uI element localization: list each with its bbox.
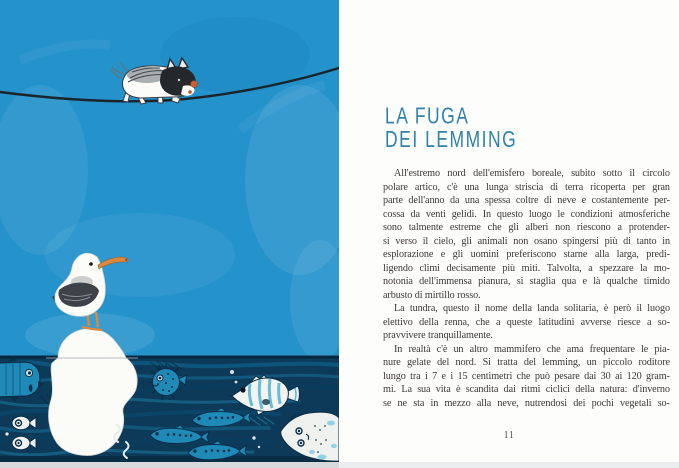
bubble	[5, 432, 8, 435]
text-line: notonia dell'immensa pianura, si staglia qua e là qualche timido	[383, 276, 670, 287]
lemming-mouth	[188, 90, 192, 94]
page-bottom-edge-left	[0, 462, 339, 468]
illustration-svg	[0, 0, 339, 468]
chapter-title-line1: LA FUGA	[385, 101, 470, 129]
text-line: esplorazione e gli uomini preferiscono starne alla larga, predi-	[383, 249, 670, 260]
text-line: cossa da venti gelidi. In questo luogo le condizioni atmosferiche	[383, 208, 670, 220]
text-line: pravvivere tranquillamente.	[383, 330, 493, 341]
left-page-illustration	[0, 0, 339, 468]
text-line: La tundra, questo il nome della landa solitaria, è però il luogo	[394, 303, 670, 314]
text-line: si verso il cielo, gli animali non osano spingersi più di tanto in	[383, 235, 670, 247]
text-line: elettivo della renna, che a queste latitudini avverse riesce a so-	[383, 316, 670, 328]
seagull-eye	[89, 262, 93, 266]
text-line: ligendo climi decisamente più miti. Talvolta, a spezzare la mo-	[383, 262, 670, 274]
text-line: nure gelate del nord. Si tratta del lemming, un piccolo roditore	[383, 357, 670, 368]
page-bottom-edge-right	[339, 462, 679, 468]
text-line: polare artico, c'è una lunga striscia di terra ricoperta per gran	[383, 181, 670, 193]
text-line: arbusto di mirtillo rosso.	[383, 289, 481, 301]
text-line: mi. La sua vita è scandita dai ritmi ciclici della natura: d'inverno	[383, 384, 670, 395]
text-line: All'estremo nord dell'emisfero boreale, subito sotto il circolo	[394, 168, 670, 179]
lemming-eye	[178, 79, 180, 81]
seagull-beak-tip	[125, 259, 127, 261]
lemming-nose	[191, 81, 198, 88]
right-page	[339, 0, 679, 468]
page-number: 11	[503, 430, 515, 441]
text-line: sono talmente estreme che gli alberi non riescono a protender-	[383, 222, 670, 233]
chapter-title-line2: DEI LEMMING	[385, 125, 518, 152]
body-text	[383, 167, 670, 410]
text-line: lungo tra i 7 e i 15 centimetri che può pesare dai 30 ai 120 gram-	[383, 370, 670, 382]
chapter-title	[385, 101, 518, 152]
text-line: parte dell'anno da una spessa coltre di neve e costantemente per-	[383, 195, 670, 206]
text-line: se ne sta in mezzo alla neve, nutrendosi dei pochi vegetali so-	[383, 397, 670, 409]
text-line: In realtà c'è un altro mammifero che ama frequentare le pia-	[394, 343, 670, 355]
